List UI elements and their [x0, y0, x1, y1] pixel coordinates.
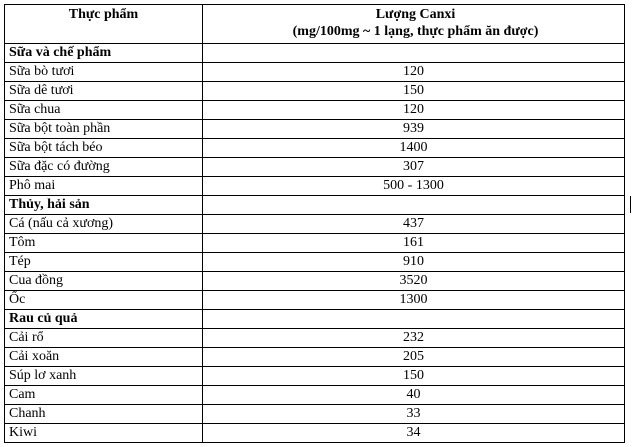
calcium-value: 161 — [203, 234, 625, 253]
table-row — [5, 82, 625, 101]
header-calcium-subtitle: (mg/100mg ~ 1 lạng, thực phẩm ăn được) — [292, 24, 539, 39]
food-name: Tép — [5, 253, 203, 272]
calcium-value: 939 — [203, 120, 625, 139]
calcium-value: 500 - 1300 — [203, 177, 625, 196]
table-row — [5, 329, 625, 348]
food-name: Cam — [5, 386, 203, 405]
food-name: Sữa dê tươi — [5, 82, 203, 101]
calcium-value: 3520 — [203, 272, 625, 291]
header-row — [5, 5, 625, 44]
food-name: Sữa bột tách béo — [5, 139, 203, 158]
table-row — [5, 158, 625, 177]
table-row — [5, 234, 625, 253]
table-row — [5, 367, 625, 386]
table-row — [5, 120, 625, 139]
calcium-value: 34 — [203, 424, 625, 443]
table-row — [5, 424, 625, 443]
calcium-table — [4, 4, 625, 443]
table-body — [5, 44, 625, 443]
table-row — [5, 177, 625, 196]
section-row — [5, 196, 625, 215]
food-name: Sữa đặc có đường — [5, 158, 203, 177]
table-row — [5, 63, 625, 82]
food-name: Tôm — [5, 234, 203, 253]
calcium-value: 437 — [203, 215, 625, 234]
section-empty-cell — [203, 44, 625, 63]
text-cursor — [630, 196, 631, 213]
food-name: Cá (nấu cả xương) — [5, 215, 203, 234]
section-row — [5, 44, 625, 63]
table-row — [5, 139, 625, 158]
table-row — [5, 291, 625, 310]
section-row — [5, 310, 625, 329]
calcium-value: 120 — [203, 101, 625, 120]
table-row — [5, 101, 625, 120]
calcium-value: 150 — [203, 367, 625, 386]
food-name: Súp lơ xanh — [5, 367, 203, 386]
section-empty-cell — [203, 310, 625, 329]
section-title: Rau củ quả — [5, 310, 203, 329]
food-name: Cải rổ — [5, 329, 203, 348]
food-name: Ốc — [5, 291, 203, 310]
calcium-table-container — [4, 4, 625, 443]
table-row — [5, 272, 625, 291]
calcium-value: 33 — [203, 405, 625, 424]
section-empty-cell — [203, 196, 625, 215]
header-food: Thực phẩm — [5, 5, 203, 44]
food-name: Sữa chua — [5, 101, 203, 120]
table-row — [5, 348, 625, 367]
calcium-value: 910 — [203, 253, 625, 272]
calcium-value: 232 — [203, 329, 625, 348]
food-name: Kiwi — [5, 424, 203, 443]
food-name: Sữa bò tươi — [5, 63, 203, 82]
header-calcium-title: Lượng Canxi — [375, 7, 456, 22]
calcium-value: 1300 — [203, 291, 625, 310]
calcium-value: 150 — [203, 82, 625, 101]
food-name: Cải xoăn — [5, 348, 203, 367]
food-name: Phô mai — [5, 177, 203, 196]
food-name: Sữa bột toàn phần — [5, 120, 203, 139]
calcium-value: 307 — [203, 158, 625, 177]
section-title: Thủy, hải sản — [5, 196, 203, 215]
calcium-value: 40 — [203, 386, 625, 405]
table-row — [5, 215, 625, 234]
table-row — [5, 405, 625, 424]
header-calcium — [203, 5, 625, 44]
calcium-value: 1400 — [203, 139, 625, 158]
table-row — [5, 386, 625, 405]
food-name: Cua đồng — [5, 272, 203, 291]
calcium-value: 205 — [203, 348, 625, 367]
food-name: Chanh — [5, 405, 203, 424]
table-row — [5, 253, 625, 272]
section-title: Sữa và chế phẩm — [5, 44, 203, 63]
calcium-value: 120 — [203, 63, 625, 82]
